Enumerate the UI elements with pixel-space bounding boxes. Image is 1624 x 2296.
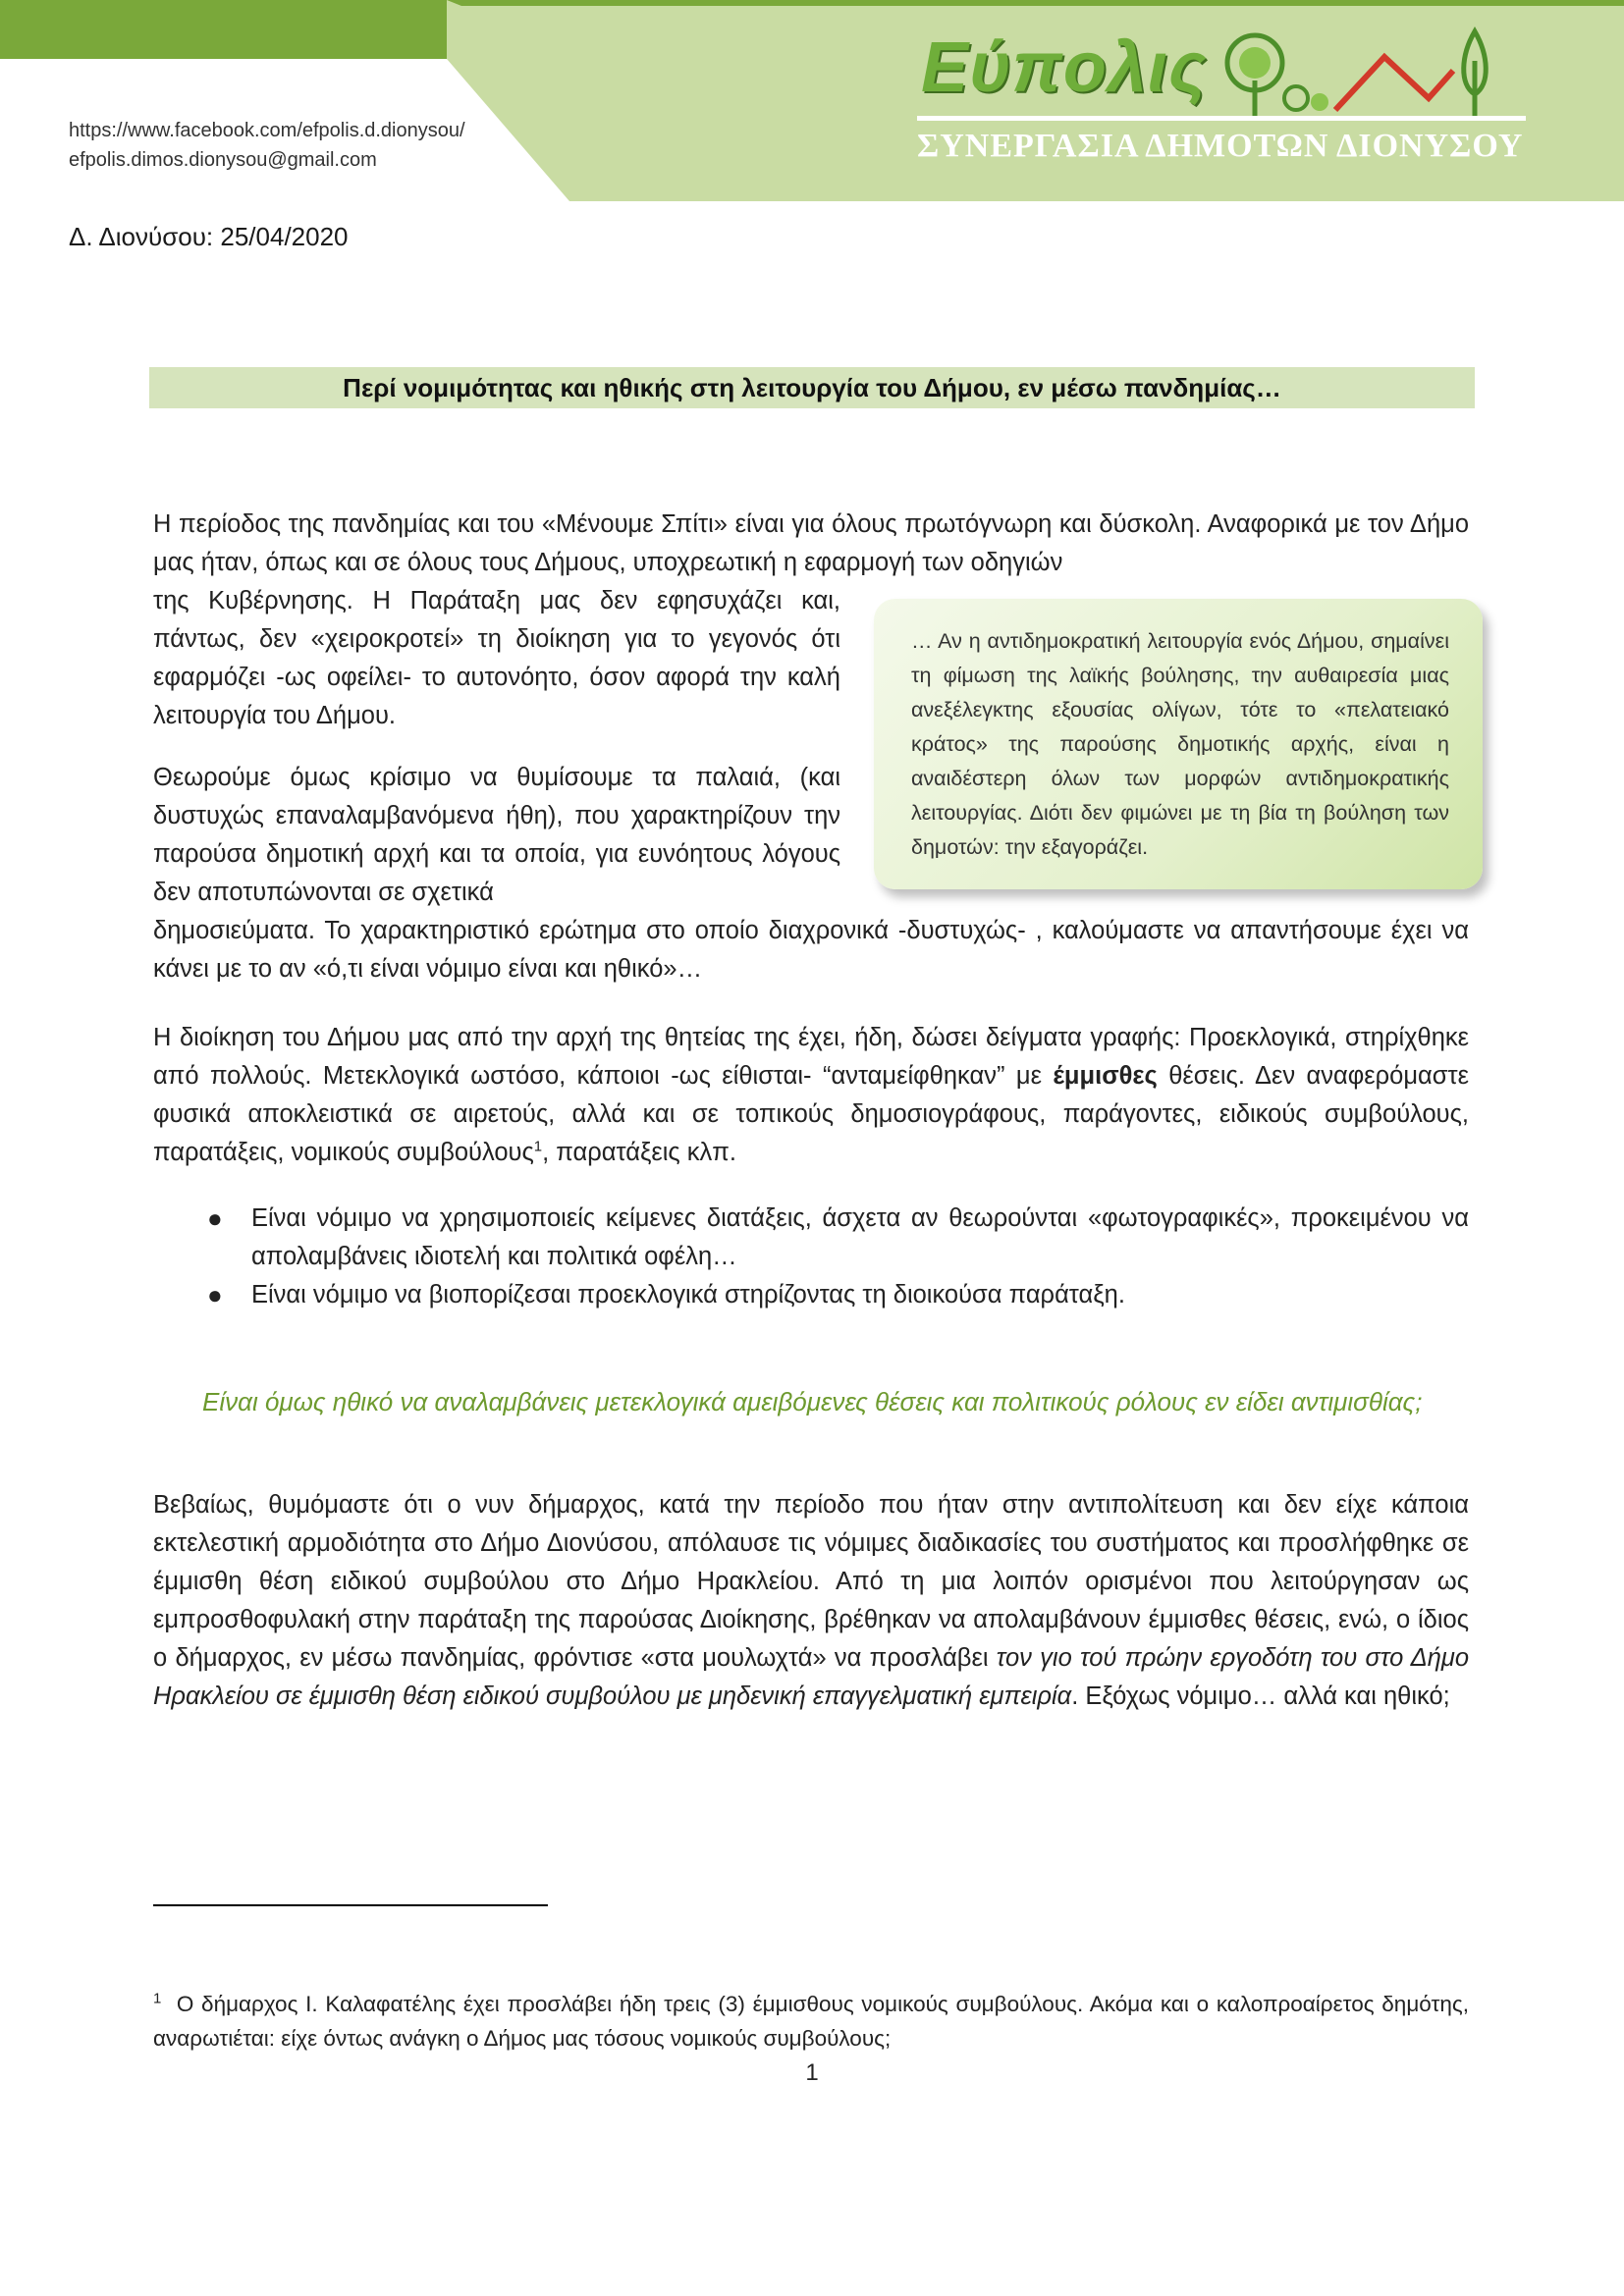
- question-heading: Είναι όμως ηθικό να αναλαμβάνεις μετεκλογικά αμειβόμενες θέσεις και πολιτικούς ρόλους εν είδει αντιμισθίας;: [202, 1387, 1423, 1416]
- logo-underline: [917, 116, 1526, 121]
- paragraph-2-continued: δημοσιεύματα. Το χαρακτηριστικό ερώτημα στο οποίο διαχρονικά -δυστυχώς- , καλούμαστε να απαντήσουμε έχει να κάνει με το αν «ό,τι είναι νόμιμο είναι και ηθικό»…: [153, 917, 1469, 983]
- quote-callout-text: … Αν η αντιδημοκρατική λειτουργία ενός Δήμου, σημαίνει τη φίμωση της λαϊκής βούλησης, την αυθαιρεσία μιας ανεξέλεγκτης εξουσίας ολίγων, τότε το «πελατειακό κράτος» της παρούσης δημοτικής αρχής, είναι η αναιδέστερη όλων των μορφών αντιδημοκρατικής λειτουργίας. Διότι δεν φιμώνει με τη βία τη βούληση των δημοτών: την εξαγοράζει.: [911, 629, 1449, 859]
- contact-info: [69, 116, 465, 175]
- paragraph-4-text-a: Βεβαίως, θυμόμαστε ότι ο νυν δήμαρχος, κατά την περίοδο που ήταν στην αντιπολίτευση και δεν είχε κάποια εκτελεστική αρμοδιότητα στο Δήμο Διονύσου, απόλαυσε τις νόμιμες διαδικασίες του συστήματος και προσλήφθηκε σε έμμισθη θέση ειδικού συμβούλου στο Δήμο Ηρακλείου. Από τη μια λοιπόν ορισμένοι που λειτούργησαν ως εμπροσθοφυλακή στην παράταξη της παρούσας Διοίκησης, βρέθηκαν να απολαμβάνουν έμμισθες θέσεις, ενώ, ο ίδιος ο δήμαρχος, εν μέσω πανδημίας, φρόντισε «στα μουλωχτά» να προσλάβει: [153, 1491, 1469, 1672]
- title-bar: [149, 367, 1475, 408]
- paragraph-1-continued: της Κυβέρνησης. Η Παράταξη μας δεν εφησυχάζει και, πάντως, δεν «χειροκροτεί» τη διοίκηση για το γεγονός ότι εφαρμόζει -ως οφείλει- το αυτονόητο, όσον αφορά την καλή λειτουργία του Δήμου.: [153, 587, 840, 729]
- footnote-reference[interactable]: 1: [533, 1138, 543, 1155]
- bullet-list: [153, 1200, 1469, 1314]
- paragraph-3-text-c: , παρατάξεις κλπ.: [542, 1139, 736, 1166]
- logo-wordmark: Εύπολις: [921, 28, 1208, 107]
- list-item: [153, 1276, 1469, 1314]
- logo-trees-house-icon: [1218, 22, 1512, 120]
- list-item-text: Είναι νόμιμο να βιοπορίζεσαι προεκλογικά στηρίζοντας τη διοικούσα παράταξη.: [251, 1281, 1125, 1308]
- paragraph-4-italic: τον γιο τού πρώην εργοδότη του στο Δήμο Ηρακλείου σε έμμισθη θέση ειδικού συμβούλου με μηδενική επαγγελματική εμπειρία: [153, 1644, 1470, 1710]
- paragraph-3-text-a: Η διοίκηση του Δήμου μας από την αρχή της θητείας της έχει, ήδη, δώσει δείγματα γραφής: Προεκλογικά, στηρίχθηκε από πολλούς. Μετεκλογικά ωστόσο, κάποιοι -ως είθισται- “ανταμείφθηκαν” με: [153, 1024, 1469, 1090]
- paragraph-4: [153, 1486, 1469, 1716]
- logo-subtitle: ΣΥΝΕΡΓΑΣΙΑ ΔΗΜΟΤΩΝ ΔΙΟΝΥΣΟΥ: [917, 128, 1524, 164]
- page-number: 1: [805, 2059, 819, 2086]
- paragraph-2: Θεωρούμε όμως κρίσιμο να θυμίσουμε τα παλαιά, (και δυστυχώς επαναλαμβανόμενα ήθη), που χαρακτηρίζουν την παρούσα δημοτική αρχή και τα οποία, για ευνόητους λόγους δεν αποτυπώνονται σε σχετικά: [153, 764, 840, 906]
- paragraph-3: [153, 1019, 1469, 1172]
- bullet-icon: ●: [207, 1280, 223, 1309]
- bullet-icon: ●: [207, 1203, 223, 1233]
- email-link[interactable]: efpolis.dimos.dionysou@gmail.com: [69, 149, 377, 171]
- facebook-link[interactable]: https://www.facebook.com/efpolis.d.dionysou/: [69, 120, 465, 141]
- footnote-mark: 1: [153, 1990, 162, 2007]
- footnote: [153, 1987, 1469, 2056]
- quote-callout: [874, 599, 1483, 889]
- paragraph-3-bold: έμμισθες: [1053, 1062, 1158, 1090]
- document-title: Περί νομιμότητας και ηθικής στη λειτουργία του Δήμου, εν μέσω πανδημίας…: [343, 373, 1281, 402]
- footnote-text: Ο δήμαρχος Ι. Καλαφατέλης έχει προσλάβει ήδη τρεις (3) έμμισθους νομικούς συμβούλους. Ακόμα και ο καλοπροαίρετος δημότης, αναρωτιέται: είχε όντως ανάγκη ο Δήμος μας τόσους νομικούς συμβούλους;: [153, 1992, 1469, 2051]
- list-item-text: Είναι νόμιμο να χρησιμοποιείς κείμενες διατάξεις, άσχετα αν θεωρούνται «φωτογραφικές», προκειμένου να απολαμβάνεις ιδιοτελή και πολιτικά οφέλη…: [251, 1204, 1469, 1270]
- footnote-divider: [153, 1904, 548, 1906]
- paragraph-4-text-b: . Εξόχως νόμιμο… αλλά και ηθικό;: [1071, 1682, 1450, 1710]
- paragraph-3-text-b: θέσεις. Δεν αναφερόμαστε φυσικά αποκλειστικά σε αιρετούς, αλλά και σε τοπικούς δημοσιογράφους, παράγοντες, ειδικούς συμβούλους, παρατάξεις, νομικούς συμβούλους: [153, 1062, 1469, 1166]
- list-item: [153, 1200, 1469, 1276]
- document-date: Δ. Διονύσου: 25/04/2020: [69, 222, 349, 251]
- paragraph-1: Η περίοδος της πανδημίας και του «Μένουμε Σπίτι» είναι για όλους πρωτόγνωρη και δύσκολη. Αναφορικά με τον Δήμο μας ήταν, όπως και σε όλους τους Δήμους, υποχρεωτική η εφαρμογή των οδηγιών: [153, 510, 1469, 576]
